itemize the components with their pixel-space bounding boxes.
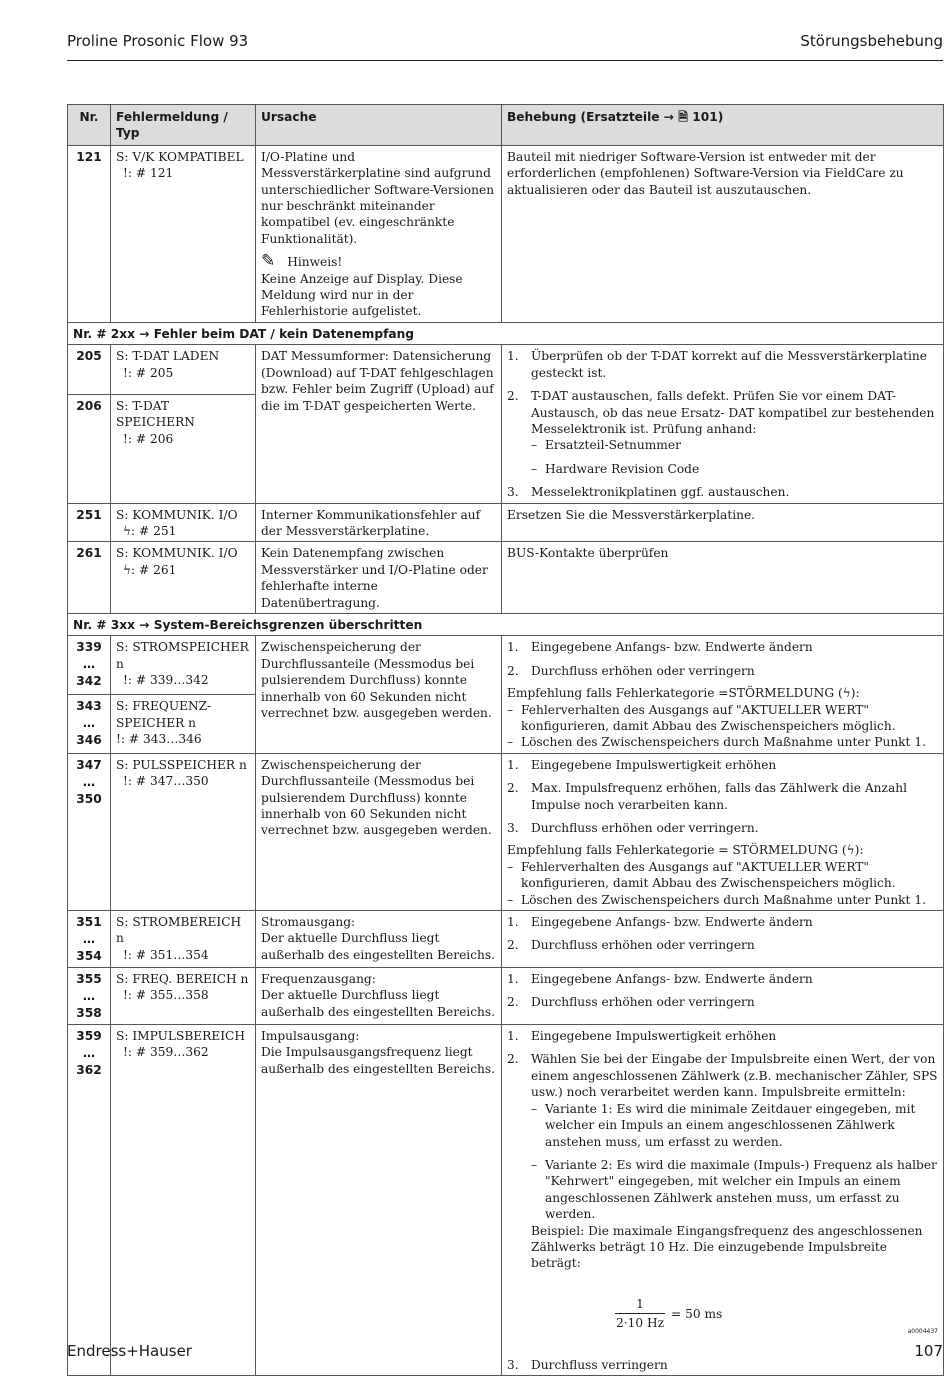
error-cause: Kein Datenempfang zwischen Messverstärker und I/O-Platine oder fehlerhafte interne Datenübertragung.: [256, 542, 502, 614]
remedy-step: 3. Durchfluss verringern: [507, 1357, 668, 1372]
error-remedy: Ersetzen Sie die Messverstärkerplatine.: [502, 503, 944, 542]
message-code: ϟ: # 251: [123, 523, 177, 538]
error-cause: [256, 145, 502, 322]
recommendation-list: [507, 702, 938, 751]
remedy-step: 2. Durchfluss erhöhen oder verringern: [507, 995, 755, 1010]
page-number: 107: [914, 1342, 943, 1360]
error-remedy: BUS-Kontakte überprüfen: [502, 542, 944, 614]
group-heading-2xx: Nr. # 2xx → Fehler beim DAT / kein Datenempfang: [68, 322, 944, 344]
remedy-sublist: [531, 1101, 938, 1223]
remedy-steps: [507, 639, 938, 679]
error-message: [111, 911, 256, 968]
remedy-step: 2. Wählen Sie bei der Eingabe der Impulsbreite einen Wert, der von einem angeschlossenen Zählwerk (z.B. mechanischer Zähler, SPS usw.) noch verarbeitet werden kann. Impulsbreite ermitteln: – Variante 1: Es wird die minimale Zeitdauer eingegeben, mit welcher ein Impuls an einem angeschlossenen Zählwerk anstehen muss, um erfasst zu werden. – Variante 2: Es wird die maximale (Impuls-) Frequenz als halber "Kehrwert" eingegeben, mit welcher ein Impuls an einem angeschlossenen Zählwerk anstehen muss, um erfasst zu werden. Beispiel: Die maximale Eingangsfrequenz des angeschlossenen Zählwerks beträgt 10 Hz. Die einzugebende Impulsbreite beträgt: $\frac{1}{2\cdot 10 Hz}$ = 50 ms a0004437: [507, 1051, 938, 1349]
message-text: S: FREQ. BEREICH n: [116, 972, 249, 987]
error-message: [111, 394, 256, 503]
error-cause: [256, 911, 502, 968]
cause-title: Stromausgang:: [261, 915, 356, 930]
message-text: S: FREQUENZ-: [116, 699, 212, 714]
remedy-step: 3. Messelektronikplatinen ggf. austauschen.: [507, 485, 790, 500]
column-header-remedy: Behebung (Ersatzteile → 🗎 101): [502, 105, 944, 146]
cause-text: I/O-Platine und Messverstärkerplatine sind aufgrund unterschiedlicher Software-Versionen nur beschränkt miteinander kompatibel (ev. eingeschränkte Funktionalität).: [261, 149, 495, 246]
error-number: 251: [68, 503, 111, 542]
group-heading-3xx: Nr. # 3xx → System-Bereichsgrenzen überschritten: [68, 613, 944, 635]
error-number: 121: [68, 145, 111, 322]
group-row: [68, 613, 944, 635]
error-cause: DAT Messumformer: Datensicherung (Download) auf T-DAT fehlgeschlagen bzw. Fehler beim Zugriff (Upload) auf die im T-DAT gespeicherten Werte.: [256, 345, 502, 503]
message-code: ϟ: # 261: [123, 562, 177, 577]
message-code: !: # 355…358: [123, 988, 209, 1003]
message-code: !: # 121: [123, 166, 174, 181]
cause-title: Impulsausgang:: [261, 1029, 360, 1044]
remedy-step: 3. Durchfluss erhöhen oder verringern.: [507, 821, 759, 836]
error-table: [67, 104, 944, 1376]
remedy-step: 1. Eingegebene Anfangs- bzw. Endwerte ändern: [507, 915, 813, 930]
footer-company: Endress+Hauser: [67, 1342, 192, 1360]
error-remedy: [502, 636, 944, 753]
error-cause: Interner Kommunikationsfehler auf der Messverstärkerplatine.: [256, 503, 502, 542]
remedy-step: 1. Eingegebene Anfangs- bzw. Endwerte ändern: [507, 972, 813, 987]
error-number-range: 343 … 346: [68, 695, 111, 754]
remedy-step: 2. T-DAT austauschen, falls defekt. Prüfen Sie vor einem DAT-Austausch, ob das neue Ersatz- DAT kompatibel zur bestehenden Messelektronik ist. Prüfung anhand: – Ersatzteil-Setnummer – Hardware Revision Code: [507, 388, 938, 477]
message-text: S: IMPULSBEREICH: [116, 1029, 246, 1044]
message-text: S: PULSSPEICHER n: [116, 757, 247, 772]
message-text: S: T-DAT LADEN: [116, 349, 220, 364]
error-number: 206: [68, 394, 111, 503]
message-code: !: # 351…354: [123, 947, 209, 962]
message-text: S: STROMBEREICH n: [116, 915, 242, 946]
remedy-step: 2. Max. Impulsfrequenz erhöhen, falls das Zählwerk die Anzahl Impulse noch verarbeiten kann.: [507, 781, 907, 812]
remedy-steps: [507, 757, 938, 837]
formula-denominator: 2·10 Hz: [615, 1316, 665, 1331]
example-text: Beispiel: Die maximale Eingangsfrequenz des angeschlossenen Zählwerks beträgt 10 Hz. Die einzugebende Impulsbreite beträgt:: [531, 1223, 923, 1271]
error-message: [111, 145, 256, 322]
formula-result: = 50 ms: [671, 1306, 723, 1321]
table-row: [68, 503, 944, 542]
note-pencil-icon: ✎: [261, 251, 276, 272]
error-number-range: 355 … 358: [68, 968, 111, 1025]
remedy-step: 1. Überprüfen ob der T-DAT korrekt auf die Messverstärkerplatine gesteckt ist.: [507, 349, 927, 380]
message-text: S: V/K KOMPATIBEL: [116, 149, 244, 164]
message-text: S: KOMMUNIK. I/O: [116, 546, 238, 561]
remedy-subitem: – Ersatzteil-Setnummer: [531, 437, 938, 453]
error-remedy: [502, 345, 944, 503]
remedy-steps: [507, 971, 938, 1011]
cause-text: Der aktuelle Durchfluss liegt außerhalb des eingestellten Bereichs.: [261, 988, 496, 1019]
formula-numerator: 1: [615, 1296, 665, 1314]
recommendation-text: Empfehlung falls Fehlerkategorie =STÖRMELDUNG (ϟ):: [507, 686, 860, 701]
error-message: [111, 542, 256, 614]
remedy-step: 2. Durchfluss erhöhen oder verringern: [507, 938, 755, 953]
error-number-range: 339 … 342: [68, 636, 111, 695]
error-message: [111, 753, 256, 910]
error-number: 261: [68, 542, 111, 614]
error-message: [111, 695, 256, 754]
error-number-range: 347 … 350: [68, 753, 111, 910]
remedy-step: 1. Eingegebene Impulswertigkeit erhöhen: [507, 1029, 777, 1044]
error-remedy: [502, 753, 944, 910]
table-row: [68, 911, 944, 968]
figure-code: a0004437: [907, 1327, 938, 1335]
remedy-subitem: – Variante 1: Es wird die minimale Zeitdauer eingegeben, mit welcher ein Impuls an einem angeschlossenen Zählwerk anstehen muss, um erfasst zu werden.: [531, 1101, 938, 1150]
error-message: [111, 968, 256, 1025]
formula: [531, 1286, 938, 1350]
message-code: !: # 343…346: [116, 731, 202, 746]
error-cause: Zwischenspeicherung der Durchflussanteile (Messmodus bei pulsierendem Durchfluss) konnte innerhalb von 60 Sekunden nicht verrechnet bzw. ausgegeben werden.: [256, 753, 502, 910]
error-number-range: 359 … 362: [68, 1025, 111, 1376]
message-code: !: # 347…350: [123, 774, 209, 789]
header-product-title: Proline Prosonic Flow 93: [67, 32, 249, 50]
column-header-cause: Ursache: [256, 105, 502, 146]
error-message: [111, 636, 256, 695]
error-cause: Zwischenspeicherung der Durchflussanteile (Messmodus bei pulsierendem Durchfluss) konnte innerhalb von 60 Sekunden nicht verrechnet bzw. ausgegeben werden.: [256, 636, 502, 753]
message-code: !: # 205: [123, 365, 174, 380]
table-row: [68, 145, 944, 322]
remedy-step: 1. Eingegebene Impulswertigkeit erhöhen: [507, 757, 777, 772]
message-text: S: KOMMUNIK. I/O: [116, 507, 238, 522]
error-cause: [256, 1025, 502, 1376]
error-remedy: [502, 1025, 944, 1376]
message-code: !: # 206: [123, 431, 174, 446]
message-text: SPEICHER n: [116, 715, 197, 730]
message-text: S: T-DAT SPEICHERN: [116, 398, 195, 430]
remedy-steps: [507, 1028, 938, 1373]
table-row: [68, 1025, 944, 1376]
recommendation-list: [507, 859, 938, 908]
error-remedy: [502, 968, 944, 1025]
cause-text: Der aktuelle Durchfluss liegt außerhalb des eingestellten Bereichs.: [261, 931, 496, 962]
error-message: [111, 345, 256, 395]
error-remedy: Bauteil mit niedriger Software-Version ist entweder mit der erforderlichen (empfohlenen) Software-Version via FieldCare zu aktualisieren oder das Bauteil ist auszutauschen.: [502, 145, 944, 322]
group-row: [68, 322, 944, 344]
cause-title: Frequenzausgang:: [261, 972, 376, 987]
remedy-steps: [507, 914, 938, 954]
header-section-title: Störungsbehebung: [800, 32, 943, 50]
table-row: [68, 636, 944, 695]
table-header-row: [68, 105, 944, 146]
error-remedy: [502, 911, 944, 968]
message-text: S: STROMSPEICHER n: [116, 640, 249, 671]
column-header-nr: Nr.: [68, 105, 111, 146]
error-number: 205: [68, 345, 111, 395]
recommendation-item: – Löschen des Zwischenspeichers durch Maßnahme unter Punkt 1.: [507, 734, 938, 750]
error-cause: [256, 968, 502, 1025]
column-header-message: Fehlermeldung / Typ: [111, 105, 256, 146]
table-row: [68, 345, 944, 395]
note-text: Keine Anzeige auf Display. Diese Meldung wird nur in der Fehlerhistorie aufgelistet.: [261, 271, 463, 319]
recommendation-item: – Fehlerverhalten des Ausgangs auf "AKTUELLER WERT" konfigurieren, damit Abbau des Zwischenspeichers möglich.: [507, 859, 938, 892]
remedy-steps: [507, 348, 938, 500]
message-code: !: # 359…362: [123, 1045, 209, 1060]
cause-text: Die Impulsausgangsfrequenz liegt außerhalb des eingestellten Bereichs.: [261, 1045, 496, 1076]
recommendation-item: – Fehlerverhalten des Ausgangs auf "AKTUELLER WERT" konfigurieren, damit Abbau des Zwischenspeichers möglich.: [507, 702, 938, 735]
remedy-step: 1. Eingegebene Anfangs- bzw. Endwerte ändern: [507, 640, 813, 655]
table-row: [68, 542, 944, 614]
note-title: Hinweis!: [287, 255, 343, 270]
table-row: [68, 753, 944, 910]
error-message: [111, 503, 256, 542]
remedy-subitem: – Hardware Revision Code: [531, 461, 938, 477]
note-block: [261, 253, 496, 320]
table-row: [68, 968, 944, 1025]
error-number-range: 351 … 354: [68, 911, 111, 968]
formula-fraction: [615, 1296, 665, 1332]
remedy-sublist: [531, 437, 938, 477]
remedy-step: 2. Durchfluss erhöhen oder verringern: [507, 663, 755, 678]
recommendation-item: – Löschen des Zwischenspeichers durch Maßnahme unter Punkt 1.: [507, 892, 938, 908]
error-message: [111, 1025, 256, 1376]
remedy-subitem: – Variante 2: Es wird die maximale (Impuls-) Frequenz als halber "Kehrwert" eingegeben, mit welcher ein Impuls an einem angeschlossenen Zählwerk anstehen muss, um erfasst zu werden.: [531, 1157, 938, 1223]
message-code: !: # 339…342: [123, 673, 209, 688]
page-header: [67, 30, 943, 61]
recommendation-text: Empfehlung falls Fehlerkategorie = STÖRMELDUNG (ϟ):: [507, 843, 864, 858]
